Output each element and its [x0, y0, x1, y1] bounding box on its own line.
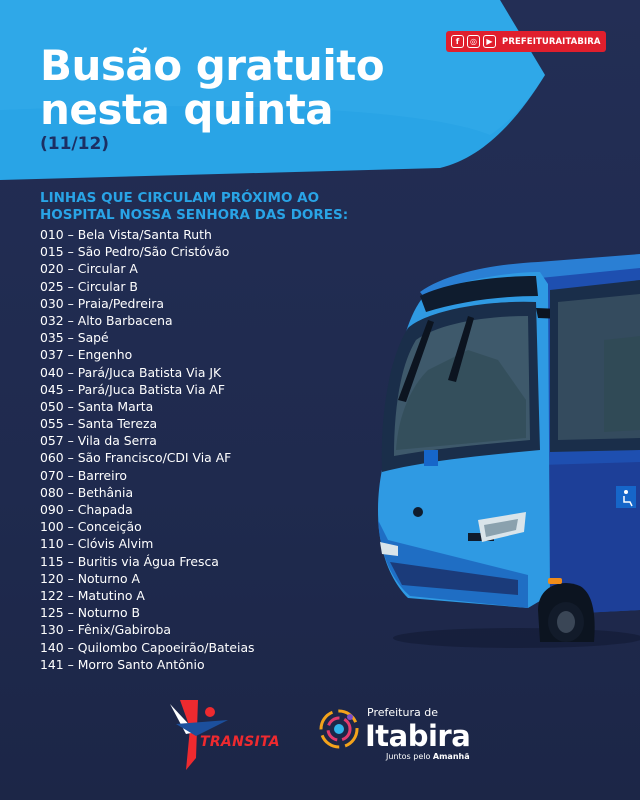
bus-line-item: 037 – Engenho [40, 347, 133, 363]
page-title [40, 41, 385, 134]
bus-line-item: 057 – Vila da Serra [40, 433, 157, 449]
itabira-wordmark: Itabira [365, 719, 471, 753]
bus-line-item: 130 – Fênix/Gabiroba [40, 622, 171, 638]
bus-illustration [368, 250, 640, 650]
subtitle-line-1: LINHAS QUE CIRCULAM PRÓXIMO AO [40, 190, 320, 206]
bus-line-item: 140 – Quilombo Capoeirão/Bateias [40, 639, 255, 655]
tagline-prefix: Juntos pelo [386, 752, 431, 761]
title-line-1: Busão gratuito [40, 41, 385, 90]
bus-line-item: 010 – Bela Vista/Santa Ruth [40, 227, 212, 242]
transita-logo-text: TRANSITA [200, 734, 280, 750]
subtitle-line-2: HOSPITAL NOSSA SENHORA DAS DORES: [40, 207, 349, 223]
social-handle: PREFEITURAITABIRA [502, 36, 601, 47]
bus-line-item: 035 – Sapé [40, 330, 109, 346]
bus-line-item: 050 – Santa Marta [40, 398, 154, 414]
bus-line-item: 020 – Circular A [40, 261, 138, 277]
itabira-logo-icon [318, 708, 360, 750]
bus-line-item: 030 – Praia/Pedreira [40, 295, 164, 311]
itabira-tagline [386, 752, 470, 761]
bus-line-item: 025 – Circular B [40, 278, 138, 294]
bus-line-item: 125 – Noturno B [40, 605, 141, 621]
bus-line-item: 120 – Noturno A [40, 570, 141, 586]
bus-line-item: 060 – São Francisco/CDI Via AF [40, 450, 232, 466]
prefeitura-label: Prefeitura de [367, 706, 438, 719]
bus-lines-list [40, 226, 255, 673]
bus-line-item: 015 – São Pedro/São Cristóvão [40, 244, 230, 260]
bus-line-item: 040 – Pará/Juca Batista Via JK [40, 364, 222, 380]
bus-line-item: 122 – Matutino A [40, 587, 145, 603]
bus-line-item: 045 – Pará/Juca Batista Via AF [40, 381, 225, 397]
bus-line-item: 055 – Santa Tereza [40, 416, 158, 432]
bus-line-item: 032 – Alto Barbacena [40, 312, 173, 328]
bus-line-item: 115 – Buritis via Água Fresca [40, 553, 219, 569]
bus-line-item: 080 – Bethânia [40, 484, 134, 500]
youtube-icon[interactable]: ▶ [483, 35, 496, 48]
bus-line-item: 100 – Conceição [40, 519, 142, 535]
event-date: (11/12) [40, 134, 110, 154]
title-line-2: nesta quinta [40, 85, 334, 134]
lines-subtitle [40, 190, 348, 224]
social-badge[interactable] [446, 31, 606, 52]
facebook-icon[interactable]: f [451, 35, 464, 48]
bus-line-item: 090 – Chapada [40, 502, 133, 517]
bus-line-item: 070 – Barreiro [40, 467, 127, 483]
bus-line-item: 141 – Morro Santo Antônio [40, 656, 205, 672]
instagram-icon[interactable]: ◎ [467, 35, 480, 48]
tagline-bold: Amanhã [432, 752, 470, 761]
bus-line-item: 110 – Clóvis Alvim [40, 536, 154, 552]
